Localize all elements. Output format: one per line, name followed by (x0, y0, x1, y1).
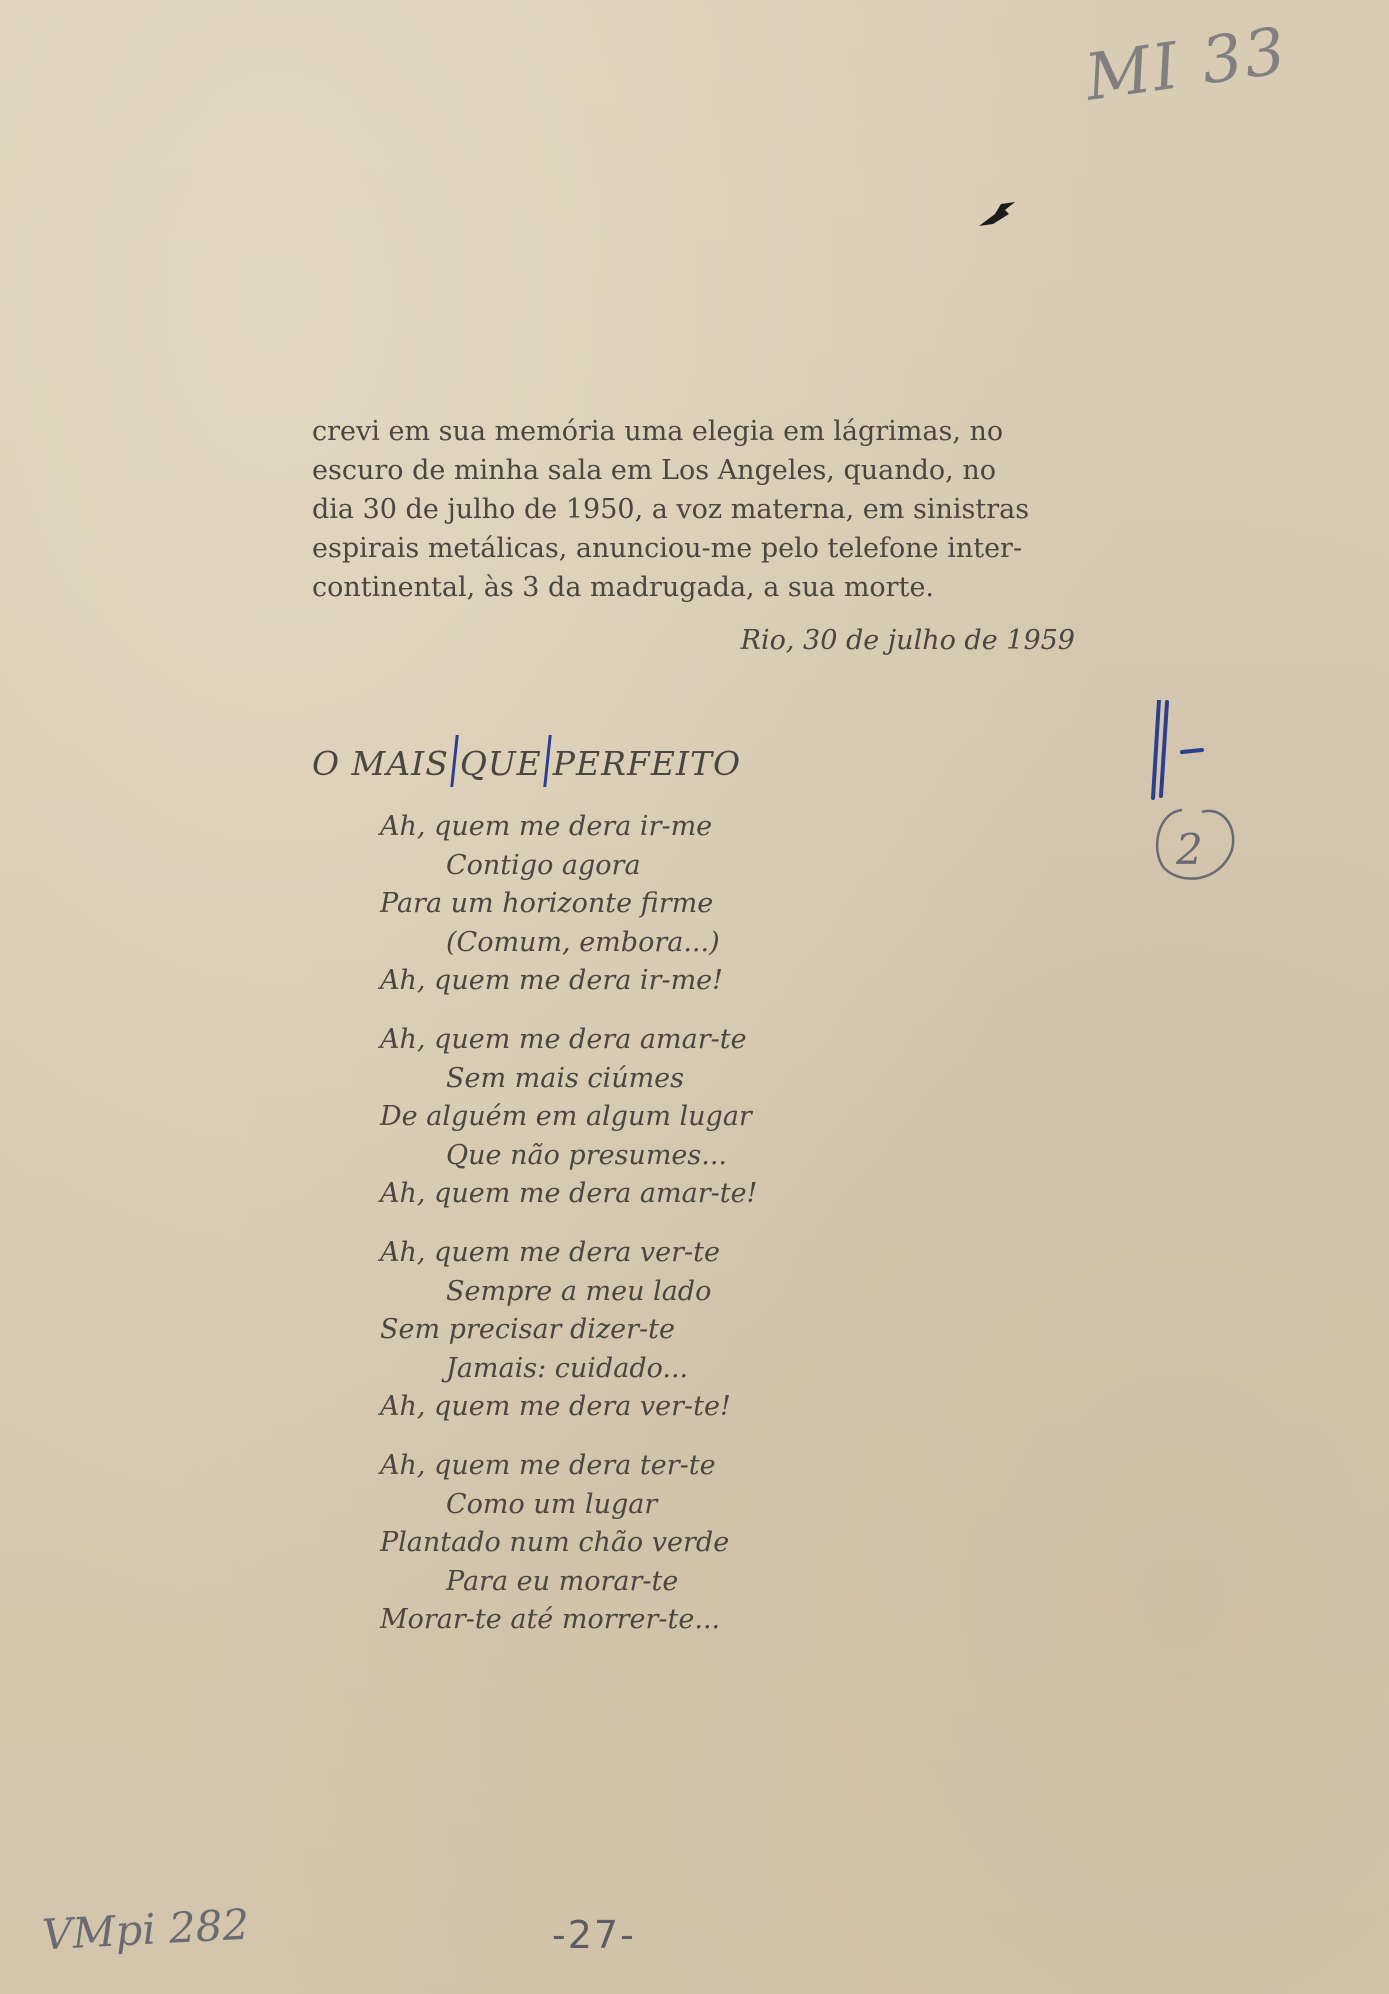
page-number: -27- (552, 1913, 636, 1957)
verse-line: De alguém em algum lugar (380, 1101, 752, 1132)
verse-line: Ah, quem me dera ir-me (380, 811, 713, 842)
verse-line: Jamais: cuidado... (446, 1352, 689, 1384)
verse-line: (Comum, embora...) (446, 926, 720, 958)
prose-line: escuro de minha sala em Los Angeles, quando, no (312, 455, 996, 486)
verse-line: Ah, quem me dera ir-me! (380, 965, 723, 996)
ink-blot-icon (975, 200, 1023, 230)
pencil-slash-mark (543, 735, 551, 787)
verse-line: Plantado num chão verde (380, 1527, 730, 1558)
footer-catalog-note: VMpi 282 (40, 1899, 251, 1960)
verse-line: Que não presumes... (446, 1139, 728, 1171)
margin-note: 2 (1176, 825, 1203, 874)
verse-line: Ah, quem me dera amar-te! (380, 1178, 758, 1209)
title-part: PERFEITO (552, 744, 742, 783)
verse-line: Ah, quem me dera ver-te (380, 1237, 720, 1268)
poem-title (312, 735, 741, 787)
prose-line: continental, às 3 da madrugada, a sua morte. (312, 572, 935, 603)
margin-pencil-mark (1150, 700, 1240, 910)
prose-line: crevi em sua memória uma elegia em lágrimas, no (312, 416, 1004, 447)
verse-line: Sempre a meu lado (446, 1275, 712, 1307)
stanza-4 (380, 1447, 980, 1640)
prose-line: espirais metálicas, anunciou-me pelo telefone inter- (312, 533, 1023, 564)
verse-line: Para um horizonte firme (380, 888, 714, 919)
verse-line: Contigo agora (446, 849, 641, 881)
verse-line: Como um lugar (446, 1488, 658, 1520)
verse-line: Sem precisar dizer-te (380, 1314, 676, 1345)
verse-line: Ah, quem me dera ver-te! (380, 1391, 731, 1422)
verse-line: Para eu morar-te (446, 1565, 679, 1597)
verse-line: Sem mais ciúmes (446, 1062, 685, 1094)
date-line: Rio, 30 de julho de 1959 (740, 625, 1075, 656)
verse-line: Ah, quem me dera amar-te (380, 1024, 747, 1055)
prose-paragraph (312, 412, 1080, 607)
stanza-3 (380, 1234, 980, 1427)
verse-line: Ah, quem me dera ter-te (380, 1450, 716, 1481)
stanza-1 (380, 808, 980, 1001)
title-part: O MAIS (312, 744, 449, 783)
title-part: QUE (459, 744, 542, 783)
prose-line: dia 30 de julho de 1950, a voz materna, em sinistras (312, 494, 1030, 525)
catalog-mark: MI 33 (1080, 14, 1292, 116)
stanza-2 (380, 1021, 980, 1214)
verse-line: Morar-te até morrer-te... (380, 1604, 721, 1635)
pencil-slash-mark (450, 735, 458, 787)
